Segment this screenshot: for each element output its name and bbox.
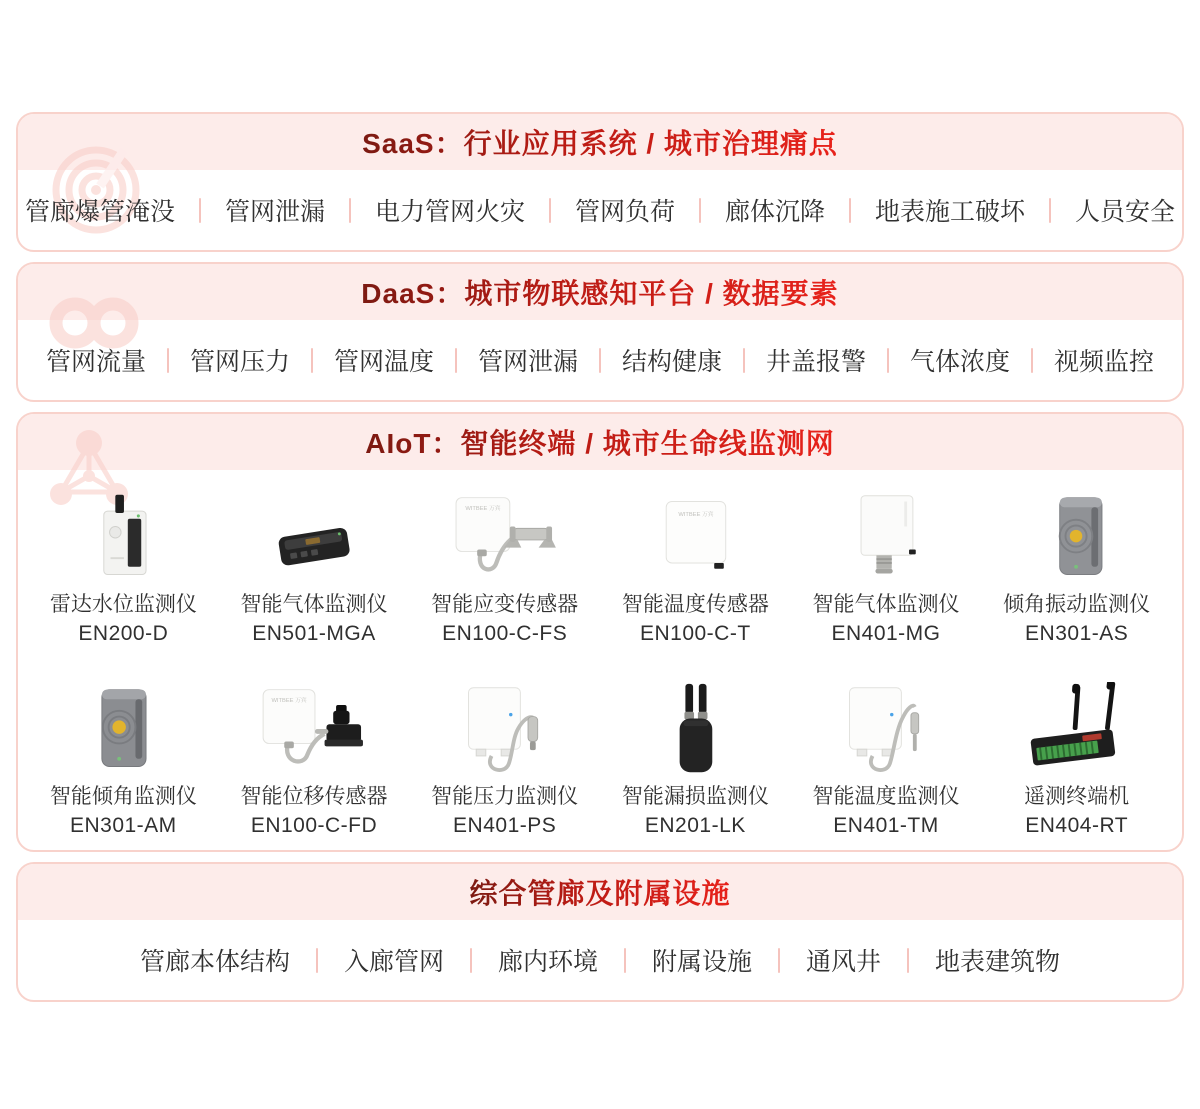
product-model: EN201-LK [644,814,746,837]
product-name: 智能温度监测仪 [812,785,960,808]
svg-text:WITBEE 万宾: WITBEE 万宾 [678,511,714,518]
product-model: EN100-C-T [639,622,751,645]
product-model: EN301-AM [69,814,177,837]
product-name: 雷达水位监测仪 [49,593,197,616]
product-model: EN100-C-FD [250,814,378,837]
section-facility [16,862,1184,1002]
daas-item: 管网流量 [45,348,146,376]
saas-item: 电力管网火灾 [374,198,525,226]
item-separator [349,198,351,223]
product-grid [18,470,1182,850]
product-name: 智能温度传感器 [621,593,769,616]
daas-item: 管网压力 [189,348,290,376]
product-card [219,676,410,850]
product-name: 智能压力监测仪 [431,785,579,808]
product-model: EN401-MG [831,622,941,645]
daas-item: 管网泄漏 [477,348,578,376]
daas-item: 气体浓度 [910,348,1011,376]
product-name: 智能气体监测仪 [812,593,960,616]
saas-item: 地表施工破坏 [875,198,1026,226]
item-separator [849,198,851,223]
section-saas [16,112,1184,252]
saas-item: 廊体沉降 [725,198,826,226]
product-card [409,484,600,658]
tilt-vibration-device-image [1017,484,1137,586]
product-card [791,676,982,850]
product-card [28,676,219,850]
product-name: 遥测终端机 [1024,785,1130,808]
section-title-band [18,264,1182,320]
section-daas [16,262,1184,402]
product-name: 智能倾角监测仪 [49,785,197,808]
daas-item: 管网温度 [333,348,434,376]
product-name: 智能位移传感器 [240,785,388,808]
section-saas-items [18,170,1182,250]
saas-item: 人员安全 [1075,198,1176,226]
item-separator [199,198,201,223]
section-daas-items [18,320,1182,400]
section-stack [16,112,1184,1002]
item-separator [624,948,626,973]
product-model: EN100-C-FS [442,622,568,645]
svg-text:WITBEE 万宾: WITBEE 万宾 [271,698,307,705]
facility-item: 通风井 [806,948,882,976]
item-separator [699,198,701,223]
item-separator [1031,348,1033,373]
tilt-monitor-device-image [63,676,183,778]
product-card [981,676,1172,850]
product-card [600,676,791,850]
product-card [219,484,410,658]
temperature-sensor-device-image [635,484,755,586]
item-separator [599,348,601,373]
product-model: EN401-TM [833,814,939,837]
product-model: EN401-PS [453,814,557,837]
item-separator [549,198,551,223]
item-separator [311,348,313,373]
gas-monitor-flat-device-image [254,484,374,586]
product-model: EN301-AS [1025,622,1129,645]
leak-monitor-device-image [635,676,755,778]
item-separator [887,348,889,373]
daas-item: 结构健康 [622,348,723,376]
product-model: EN501-MGA [252,622,376,645]
pressure-monitor-device-image [445,676,565,778]
product-card [600,484,791,658]
product-name: 倾角振动监测仪 [1003,593,1151,616]
item-separator [316,948,318,973]
strain-sensor-device-image [440,484,570,586]
section-daas-title: DaaS：城市物联感知平台 / 数据要素 [361,272,838,312]
daas-item: 视频监控 [1054,348,1155,376]
section-aiot-title: AIoT：智能终端 / 城市生命线监测网 [365,422,835,462]
daas-item: 井盖报警 [766,348,867,376]
product-card [981,484,1172,658]
product-model: EN404-RT [1025,814,1129,837]
svg-text:WITBEE 万宾: WITBEE 万宾 [465,506,501,513]
gas-monitor-box-device-image [826,484,946,586]
radar-water-level-device-image [63,484,183,586]
saas-item: 管网泄漏 [224,198,325,226]
product-card [791,484,982,658]
section-title-band [18,414,1182,470]
item-separator [743,348,745,373]
item-separator [167,348,169,373]
saas-item: 管廊爆管淹没 [24,198,175,226]
temperature-monitor-device-image [826,676,946,778]
item-separator [455,348,457,373]
facility-item: 管廊本体结构 [139,948,290,976]
section-saas-title: SaaS：行业应用系统 / 城市治理痛点 [362,122,838,162]
section-facility-items [18,920,1182,1000]
product-card [28,484,219,658]
section-title-band [18,114,1182,170]
displacement-sensor-device-image [249,676,379,778]
product-name: 智能气体监测仪 [240,593,388,616]
item-separator [470,948,472,973]
facility-item: 廊内环境 [497,948,598,976]
facility-item: 附属设施 [652,948,753,976]
product-model: EN200-D [78,622,169,645]
saas-item: 管网负荷 [574,198,675,226]
section-facility-title: 综合管廊及附属设施 [469,872,730,912]
item-separator [1049,198,1051,223]
product-name: 智能漏损监测仪 [621,785,769,808]
facility-item: 地表建筑物 [935,948,1061,976]
rtu-device-image [1012,676,1142,778]
product-card [409,676,600,850]
section-title-band [18,864,1182,920]
item-separator [778,948,780,973]
item-separator [907,948,909,973]
section-aiot [16,412,1184,852]
facility-item: 入廊管网 [343,948,444,976]
product-name: 智能应变传感器 [431,593,579,616]
